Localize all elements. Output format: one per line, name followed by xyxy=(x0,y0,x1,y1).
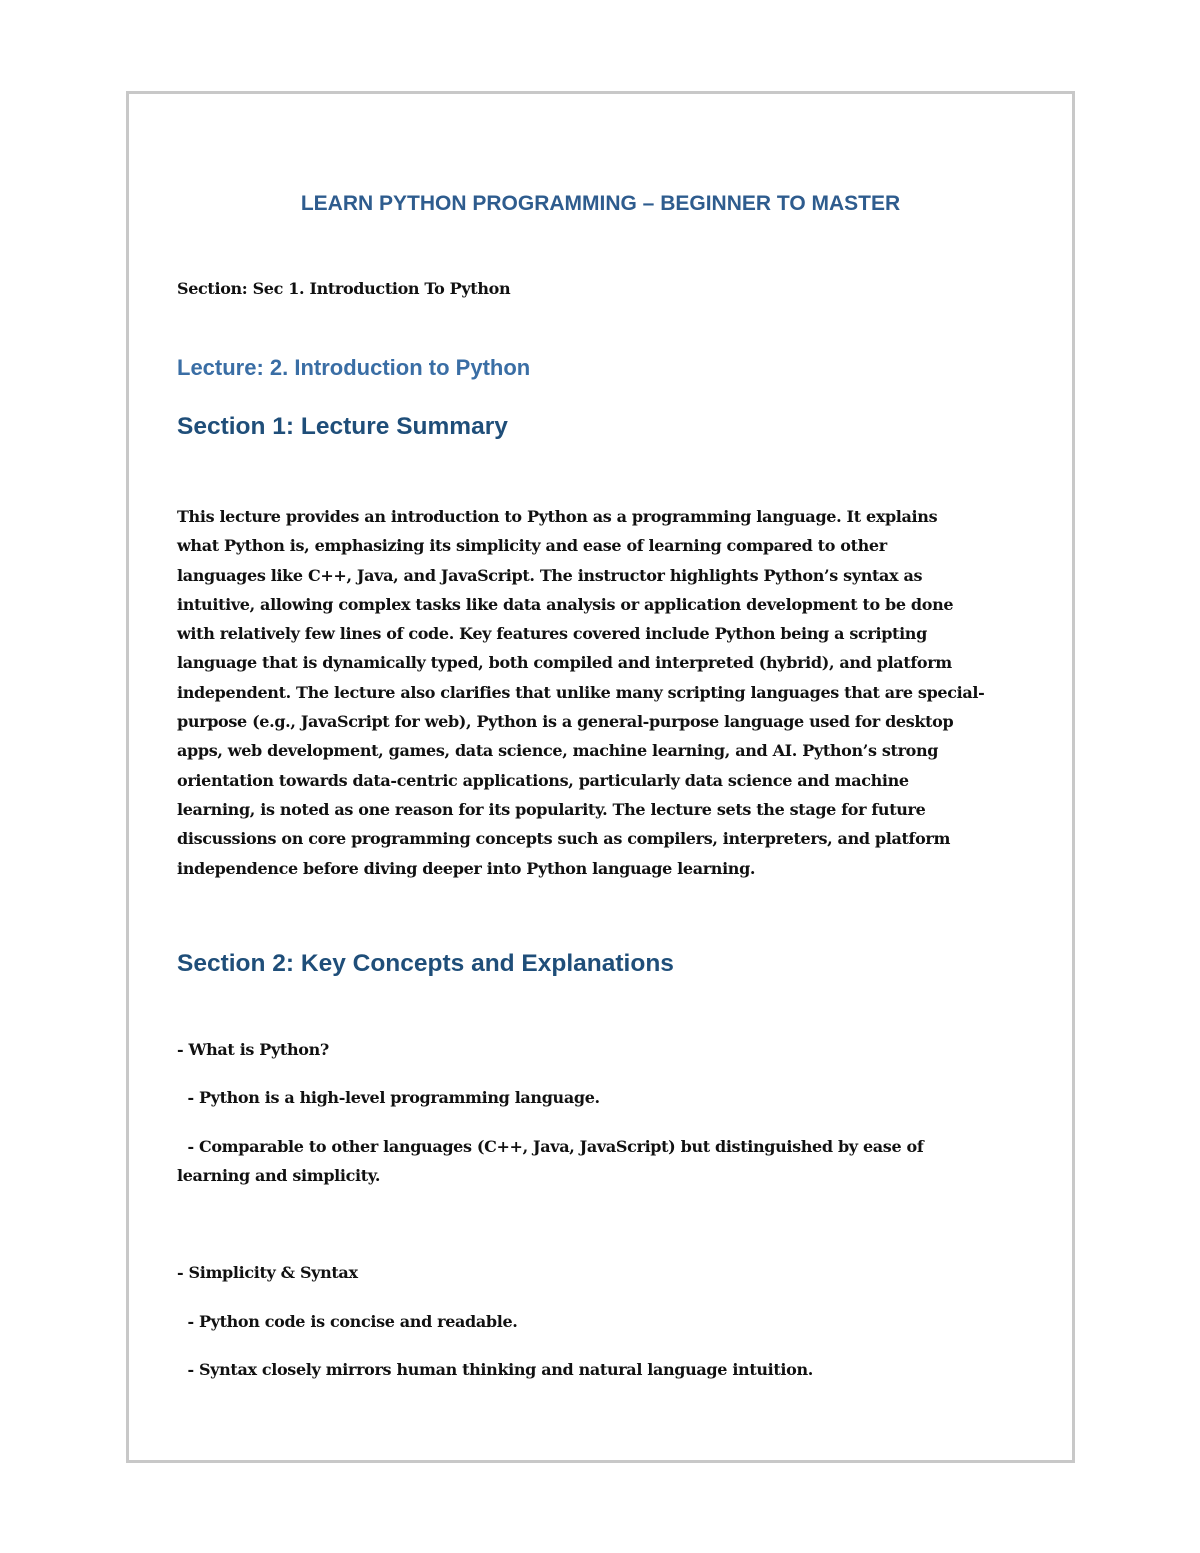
concept-bullet-text: - Python is a high-level programming language. xyxy=(187,1088,600,1107)
summary-line: what Python is, emphasizing its simplicity and ease of learning compared to other xyxy=(177,536,887,556)
summary-line: independence before diving deeper into Python language learning. xyxy=(177,858,756,878)
concept-bullet-continuation: learning and simplicity. xyxy=(177,1166,381,1185)
concept-bullet xyxy=(177,1360,813,1379)
concept-bullet xyxy=(177,1088,600,1107)
concept-bullet-text: - Syntax closely mirrors human thinking and natural language intuition. xyxy=(187,1360,813,1379)
lecture-summary-paragraph xyxy=(177,502,1057,883)
summary-line: apps, web development, games, data science, machine learning, and AI. Python’s strong xyxy=(177,741,939,761)
concept-bullet-text: - Comparable to other languages (C++, Java, JavaScript) but distinguished by ease of xyxy=(187,1137,924,1156)
lecture-heading: Lecture: 2. Introduction to Python xyxy=(177,355,531,380)
summary-line: This lecture provides an introduction to Python as a programming language. It explains xyxy=(177,507,938,526)
summary-line: language that is dynamically typed, both compiled and interpreted (hybrid), and platform xyxy=(177,653,952,673)
document-title: LEARN PYTHON PROGRAMMING – BEGINNER TO MASTER xyxy=(300,192,901,215)
concept-what-is-python-title: - What is Python? xyxy=(177,1040,329,1059)
summary-line: languages like C++, Java, and JavaScript. The instructor highlights Python’s syntax as xyxy=(177,565,923,585)
concept-bullet xyxy=(177,1312,518,1331)
summary-line: orientation towards data-centric applications, particularly data science and machine xyxy=(177,770,909,790)
section1-heading: Section 1: Lecture Summary xyxy=(177,413,508,440)
summary-line: learning, is noted as one reason for its popularity. The lecture sets the stage for future xyxy=(177,799,926,819)
concept-bullet-text: - Python code is concise and readable. xyxy=(187,1312,518,1331)
section2-heading: Section 2: Key Concepts and Explanations xyxy=(177,950,674,977)
summary-line: independent. The lecture also clarifies that unlike many scripting languages that are special- xyxy=(177,682,985,702)
concept-simplicity-title: - Simplicity & Syntax xyxy=(177,1263,358,1282)
summary-line: intuitive, allowing complex tasks like data analysis or application development to be done xyxy=(177,594,954,614)
summary-line: purpose (e.g., JavaScript for web), Python is a general-purpose language used for desktop xyxy=(177,712,954,732)
summary-line: with relatively few lines of code. Key features covered include Python being a scripting xyxy=(177,624,927,644)
summary-line: discussions on core programming concepts such as compilers, interpreters, and platform xyxy=(177,829,951,849)
section-label: Section: Sec 1. Introduction To Python xyxy=(177,279,511,298)
concept-bullet xyxy=(177,1137,923,1156)
